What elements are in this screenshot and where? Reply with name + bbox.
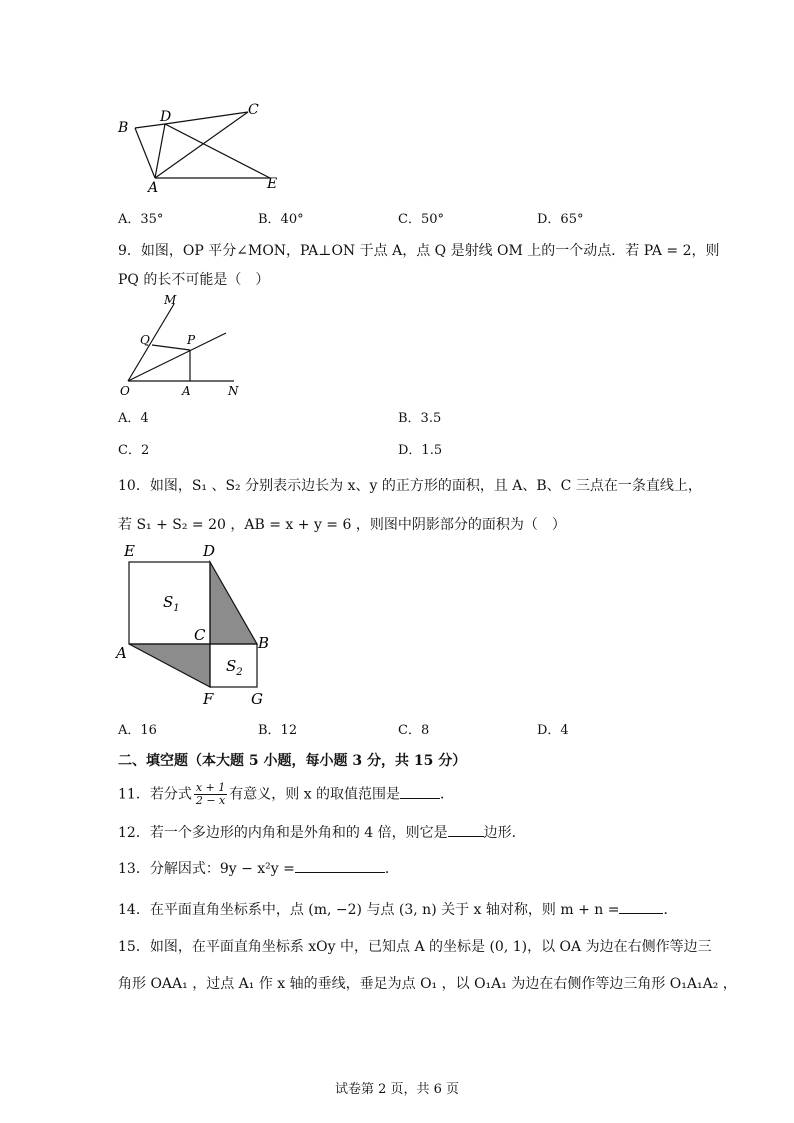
q10-label-b: B [258,634,270,652]
q10-label-e: E [124,542,135,560]
q9-label-q: Q [140,333,150,347]
q10-label-c: C [194,626,206,644]
q12-line [118,822,526,842]
q13-line [118,858,399,878]
q8-option-d: D．65° [537,212,584,227]
q14-answer-blank[interactable] [619,899,663,914]
q14-prefix: 14．在平面直角坐标系中，点 (m, −2) 与点 (3, n) 关于 x 轴对称，则 m + n = [118,902,620,918]
q9-option-d: D．1.5 [398,443,443,458]
q11-answer-blank[interactable] [400,784,440,799]
q10-option-d: D．4 [537,723,569,738]
page-footer: 试卷第 2 页，共 6 页 [334,1082,460,1097]
q14-line [118,899,677,919]
q9-label-o: O [120,384,130,398]
q9-figure [112,292,252,402]
section-2-heading: 二、填空题（本大题 5 小题，每小题 3 分，共 15 分） [118,753,467,769]
q10-label-d: D [203,542,216,560]
q13-prefix: 13．分解因式：9y − x²y = [118,861,295,877]
q8-label-b: B [118,120,129,136]
q10-label-s2: $S_2$ [226,657,243,678]
q9-option-b: B．3.5 [398,411,442,426]
q12-suffix: 边形． [483,825,526,841]
q11-end: ． [440,786,455,803]
q15-stem-line1: 15．如图，在平面直角坐标系 xOy 中，已知点 A 的坐标是 (0, 1)，以 OA 为边在右侧作等边三 [118,939,712,955]
q8-label-a: A [148,180,159,195]
q10-label-s1: $S_1$ [163,593,180,614]
q11-denominator: 2 − x [195,794,226,807]
q10-option-b: B．12 [258,723,298,738]
q15-stem-line2: 角形 OAA₁ ，过点 A₁ 作 x 轴的垂线，垂足为点 O₁ ，以 O₁A₁ 为边在右侧作等边三角形 O₁A₁A₂ ， [118,976,737,992]
q13-end: ． [384,861,399,877]
q8-option-b: B．40° [258,212,304,227]
q8-label-e: E [267,176,278,192]
q8-option-a: A．35° [118,212,164,227]
q12-answer-blank[interactable] [448,822,484,837]
q11-prefix: 11．若分式 [118,786,192,803]
q8-label-c: C [248,102,259,118]
q14-end: ． [663,902,678,918]
q9-stem-line2: PQ 的长不可能是（ ） [118,272,270,288]
q8-option-c: C．50° [398,212,444,227]
q9-label-p: P [187,333,196,347]
q11-fraction [194,782,227,807]
q9-label-a: A [182,384,191,398]
q10-label-g: G [251,690,263,708]
q10-label-f: F [203,690,214,708]
q13-answer-blank[interactable] [295,858,385,873]
q12-prefix: 12．若一个多边形的内角和是外角和的 4 倍，则它是 [118,825,448,841]
q10-figure [112,540,272,712]
q8-figure [110,100,290,195]
q8-label-d: D [160,109,172,125]
q11-suffix: 有意义，则 x 的取值范围是 [229,786,401,803]
q11-numerator: x + 1 [195,781,226,794]
q10-stem-line2: 若 S₁ + S₂ = 20 ，AB = x + y = 6 ，则图中阴影部分的面积为（ ） [118,517,566,533]
q9-label-m: M [164,293,177,307]
q9-stem-line1: 9．如图，OP 平分∠MON，PA⊥ON 于点 A，点 Q 是射线 OM 上的一个动点．若 PA = 2，则 [118,243,720,259]
q9-label-n: N [228,384,239,398]
q9-option-a: A．4 [118,411,149,426]
q10-label-a: A [116,644,127,662]
q9-option-c: C．2 [118,443,150,458]
q10-stem-line1: 10．如图，S₁ 、S₂ 分别表示边长为 x、y 的正方形的面积，且 A、B、C 三点在一条直线上， [118,478,702,494]
q11-line [118,782,454,807]
q10-option-c: C．8 [398,723,430,738]
q10-option-a: A．16 [118,723,157,738]
